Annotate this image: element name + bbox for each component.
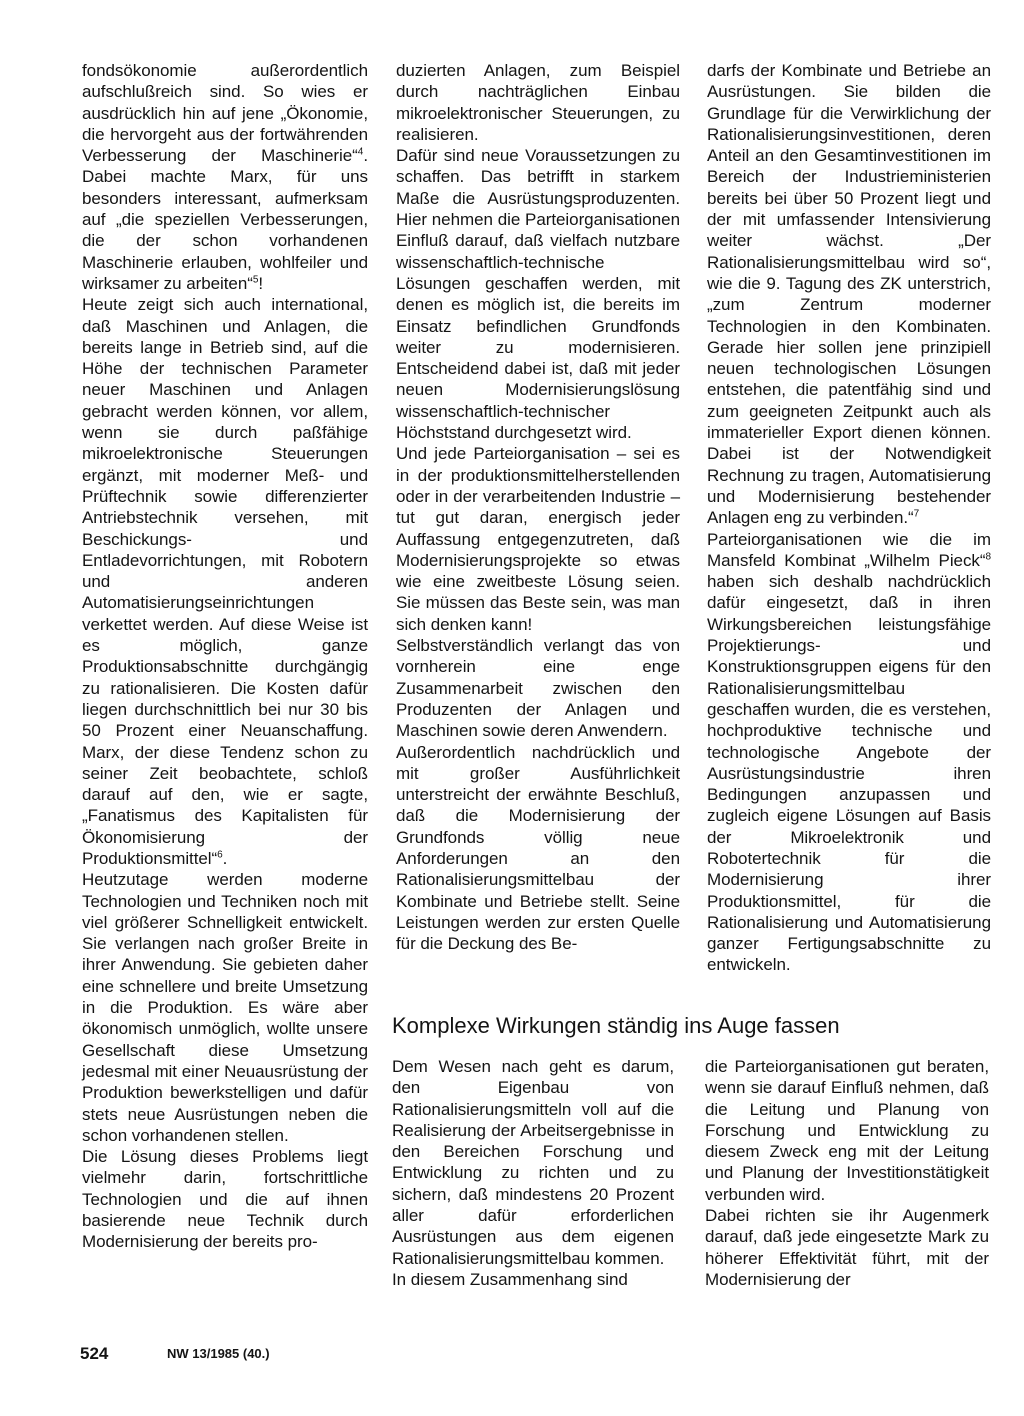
paragraph: Dem Wesen nach geht es darum, den Eigenbau von Rationalisierungsmitteln voll auf die Realisierung der Arbeitsergebnisse in den Bereichen Forschung und Entwicklung zu richten und zu sichern, daß mindestens 20 Prozent aller dafür erforderlichen Ausrüstungen aus dem eigenen Rationalisierungsmittelbau kommen. [392,1057,674,1268]
paragraph: Dabei richten sie ihr Augenmerk darauf, daß jede eingesetzte Mark zu höherer Effektivität führt, mit der Modernisierung der [705,1206,989,1289]
page-number: 524 [80,1344,109,1363]
paragraph: die Parteiorganisationen gut beraten, wenn sie darauf Einfluß nehmen, daß die Leitung und Planung von Forschung und Entwicklung zu diesem Zweck eng mit der Leitung und Planung der Investitionstätigkeit verbunden wird. [705,1057,989,1204]
paragraph: Heute zeigt sich auch international, daß Maschinen und Anlagen, die bereits lange in Betrieb sind, auf die Höhe der technischen Parameter neuer Maschinen und Anlagen gebracht werden können, vor allem, wenn sie durch paßfähige mikroelektronische Steuerungen ergänzt, mit moderner Meß- und Prüftechnik sowie differenzierter Antriebstechnik versehen, mit Beschickungs- und Entladevorrichtungen, mit Robotern und anderen Automatisierungseinrichtungen verkettet werden. Auf diese Weise ist es möglich, ganze Produktionsabschnitte durchgängig zu rationalisieren. Die Kosten dafür liegen durchschnittlich bei nur 30 bis 50 Prozent einer Neuanschaffung. Marx, der diese Tendenz schon zu seiner Zeit beobachtete, schloß darauf auf den, wie er sagte, „Fanatismus des Kapitalisten für Ökonomisierung der Produktionsmittel“$^6$. [82,295,368,868]
paragraph: Und jede Parteiorganisation – sei es in der produktionsmittelherstellenden oder in der verarbeitenden Industrie – tut gut daran, energisch jeder Auffassung entgegenzutreten, daß Modernisierungsprojekte so etwas wie eine zweitbeste Lösung seien. Sie müssen das Beste sein, was man sich denken kann! [396,444,680,634]
section-heading: Komplexe Wirkungen ständig ins Auge fassen [392,1013,840,1038]
paragraph: In diesem Zusammenhang sind [392,1269,628,1289]
paragraph: Selbstverständlich verlangt das von vornherein eine enge Zusammenarbeit zwischen den Produzenten der Anlagen und Maschinen sowie deren Anwendern. [396,636,680,741]
paragraph: duzierten Anlagen, zum Beispiel durch nachträglichen Einbau mikroelektronischer Steuerungen, zu realisieren. [396,61,680,144]
paragraph: Parteiorganisationen wie die im Mansfeld Kombinat „Wilhelm Pieck“$^8$ haben sich deshalb nachdrücklich dafür eingesetzt, daß in ihren Wirkungsbereichen leistungsfähige Projektierungs- und Konstruktionsgruppen eigens für den Rationalisierungsmittelbau geschaffen wurden, die es verstehen, hochproduktive technische und technologische Angebote der Ausrüstungsindustrie ihren Bedingungen anzupassen und zugleich eigene Lösungen auf Basis der Mikroelektronik und Robotertechnik für die Modernisierung ihrer Produktionsmittel, für die Rationalisierung und Automatisierung ganzer Fertigungsabschnitte zu entwickeln. [707,529,991,975]
paragraph: Außerordentlich nachdrücklich und mit großer Ausführlichkeit unterstreicht der erwähnte Beschluß, daß die Modernisierung der Grundfonds völlig neue Anforderungen an den Rationalisierungsmittelbau der Kombinate und Betriebe stellt. Seine Leistungen werden zur ersten Quelle für die Deckung des Be- [396,742,680,954]
paragraph: Dafür sind neue Voraussetzungen zu schaffen. Das betrifft in starkem Maße die Ausrüstungsproduzenten. Hier nehmen die Parteiorganisationen Einfluß darauf, daß vielfach nutzbare wissenschaftlich-technische Lösungen geschaffen werden, mit denen es möglich ist, die bereits im Einsatz befindlichen Grundfonds weiter zu modernisieren. Entscheidend dabei ist, daß mit jeder neuen Modernisierungslösung wissenschaftlich-technischer Höchststand durchgesetzt wird. [396,146,680,443]
paragraph: Die Lösung dieses Problems liegt vielmehr darin, fortschrittliche Technologien und die auf ihnen basierende neue Technik durch Modernisierung der bereits pro- [82,1147,368,1252]
text-column-3 [707,60,991,976]
text-column-1 [82,60,368,1253]
text-column-4 [392,1056,674,1290]
text-column-5 [705,1056,989,1290]
paragraph: fondsökonomie außerordentlich aufschlußreich sind. So wies er ausdrücklich hin auf jene „Ökonomie, die hervorgeht aus der fortwährenden Verbesserung der Maschinerie“$^4$. Dabei machte Marx, für uns besonders interessant, aufmerksam auf „die speziellen Verbesserungen, die der schon vorhandenen Maschinerie erlauben, wohlfeiler und wirksamer zu arbeiten“$^5$! [82,61,368,293]
issue-label: NW 13/1985 (40.) [167,1346,270,1361]
text-column-2 [396,60,680,954]
paragraph: darfs der Kombinate und Betriebe an Ausrüstungen. Sie bilden die Grundlage für die Verwirklichung der Rationalisierungsinvestitionen, deren Anteil an den Gesamtinvestitionen im Bereich der Industrieministerien bereits bei über 50 Prozent liegt und der mit umfassender Intensivierung weiter wächst. „Der Rationalisierungsmittelbau wird so“, wie die 9. Tagung des ZK unterstrich, „zum Zentrum moderner Technologien in den Kombinaten. Gerade hier sollen jene prinzipiell neuen technologischen Lösungen entstehen, die patentfähig sind und zum geeigneten Zeitpunkt auch als immaterieller Export dienen können. Dabei ist der Notwendigkeit Rechnung zu tragen, Automatisierung und Modernisierung bestehender Anlagen eng zu verbinden.“$^7$ [707,61,991,528]
paragraph: Heutzutage werden moderne Technologien und Techniken noch mit viel größerer Schnelligkeit entwickelt. Sie verlangen nach großer Breite in ihrer Anwendung. Sie gebieten daher eine schnellere und breite Umsetzung in die Produktion. Es wäre aber ökonomisch unmöglich, wollte unsere Gesellschaft diese Umsetzung jedesmal mit einer Neuausrüstung der Produktion bewerkstelligen und dafür stets neue Ausrüstungen neben die schon vorhandenen stellen. [82,870,368,1145]
